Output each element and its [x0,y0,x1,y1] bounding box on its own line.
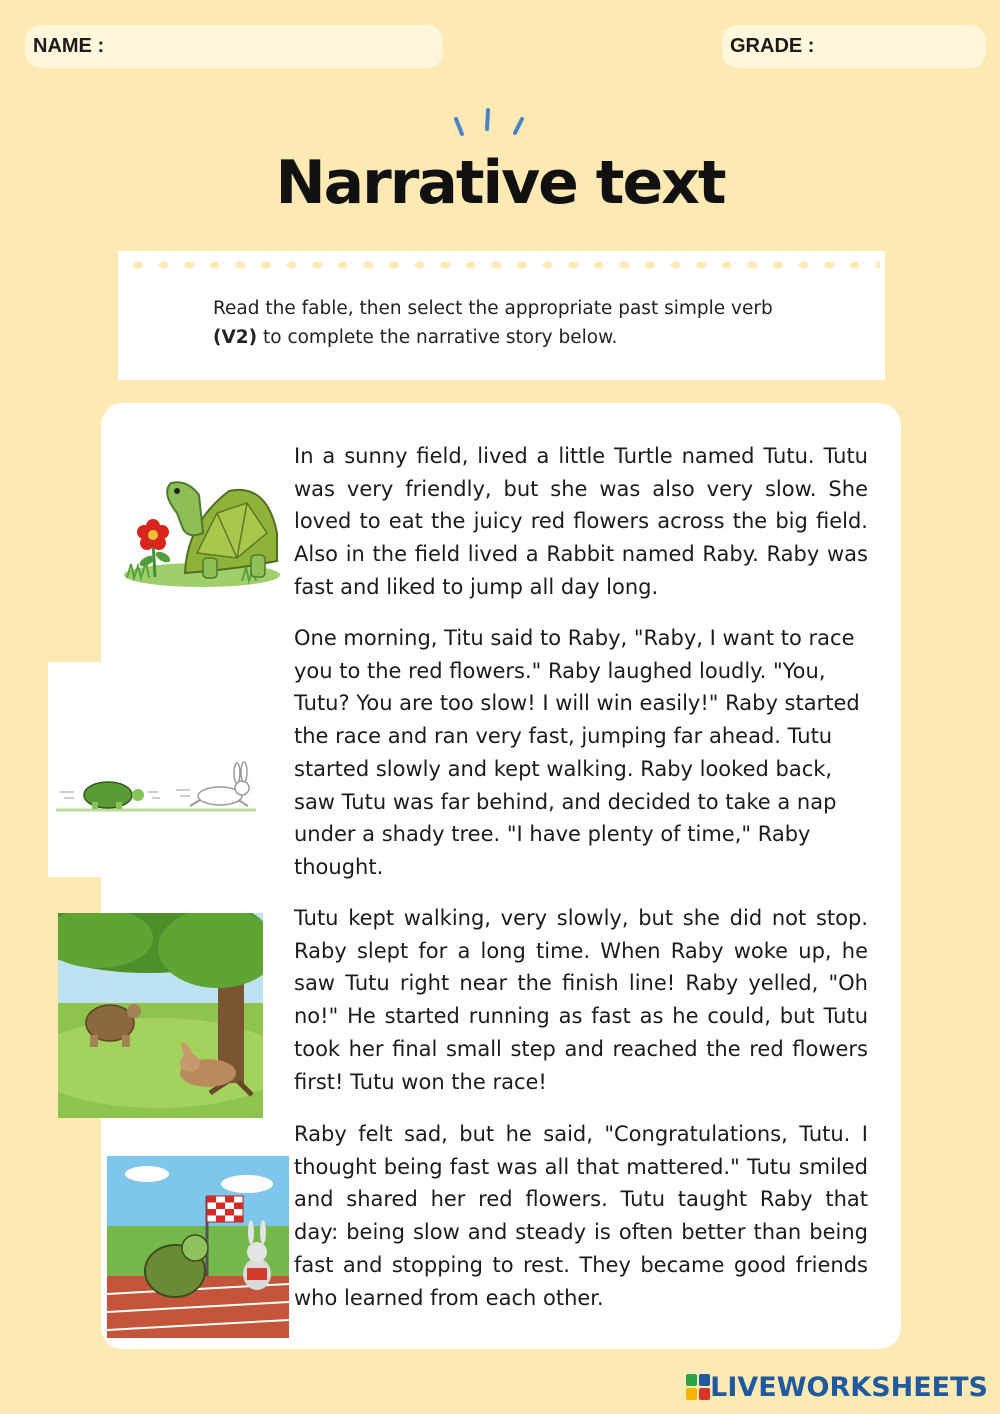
story-paragraph-4: Raby felt sad, but he said, "Congratulations, Tutu. I thought being fast was all that mattered." Tutu smiled and shared her red flowers. Tutu taught Raby that day: being slow and steady is often better than being fast and stopping to rest. They became good friends who learned from each other. [294,1122,868,1310]
divider-dot [722,262,732,269]
grade-label: GRADE : [730,35,815,57]
liveworksheets-logo[interactable] [686,1370,988,1404]
finish-line-picture [107,1156,289,1338]
divider-dot [799,262,809,269]
divider-dot [594,262,604,269]
story-paragraph-2: One morning, Titu said to Raby, "Raby, I want to race you to the red flowers." Raby laughed loudly. "You, Tutu? You are too slow! I will win easily!" Raby started the race and ran very fast, jumping far ahead. Tutu started slowly and kept walking. Raby looked back, saw Tutu was far behind, and decided to take a nap under a shady tree. "I have plenty of time," Raby thought. [294,626,860,879]
divider-dot [645,262,655,269]
divider-dot [133,262,143,269]
divider-dot [184,262,194,269]
page-title: Narrative text [275,148,725,218]
sparkle-icon [448,107,528,141]
divider-dot [415,262,425,269]
story-paragraph-1: In a sunny field, lived a little Turtle named Tutu. Tutu was very friendly, but she was also very slow. She loved to eat the juicy red flowers across the big field. Also in the field lived a Rabbit named Raby. Raby was fast and liked to jump all day long. [294,444,868,599]
divider-dot [261,262,271,269]
divider-dot [875,262,880,269]
turtle-flower-picture [117,443,280,601]
divider-dot [338,262,348,269]
divider-dot [517,262,527,269]
divider-dot [440,262,450,269]
grade-field [722,25,986,68]
divider-dot [159,262,169,269]
divider-dot [850,262,860,269]
divider-dot [747,262,757,269]
instructions-text [213,294,833,352]
divider-dot [824,262,834,269]
divider-dot [389,262,399,269]
name-label: NAME : [33,35,105,57]
grade-input[interactable] [818,31,972,63]
divider-dot [619,262,629,269]
divider-dot [287,262,297,269]
divider-dot [773,262,783,269]
logo-text: LIVEWORKSHEETS [710,1371,988,1403]
divider-dot [671,262,681,269]
race-start-picture [48,662,263,877]
divider-dot [491,262,501,269]
name-field [25,25,443,68]
name-input[interactable] [115,31,429,63]
divider-dot [696,262,706,269]
story-paragraph-3: Tutu kept walking, very slowly, but she did not stop. Raby slept for a long time. When Raby woke up, he saw Tutu right near the finish line! Raby yelled, "Oh no!" He started running as fast as he could, but Tutu took her final small step and reached the red flowers first! Tutu won the race! [294,906,868,1094]
liveworksheets-logo-icon [686,1374,710,1400]
divider-dot [543,262,553,269]
instructions-line2: to complete the narrative story below. [257,327,618,348]
divider-dot [312,262,322,269]
instructions-line1: Read the fable, then select the appropriate past simple verb [213,298,773,319]
divider-dot [210,262,220,269]
rabbit-nap-picture [58,913,263,1118]
instructions-bold: (V2) [213,327,258,348]
divider-dot [466,262,476,269]
dotted-divider [130,260,880,270]
divider-dot [235,262,245,269]
divider-dot [363,262,373,269]
divider-dot [568,262,578,269]
